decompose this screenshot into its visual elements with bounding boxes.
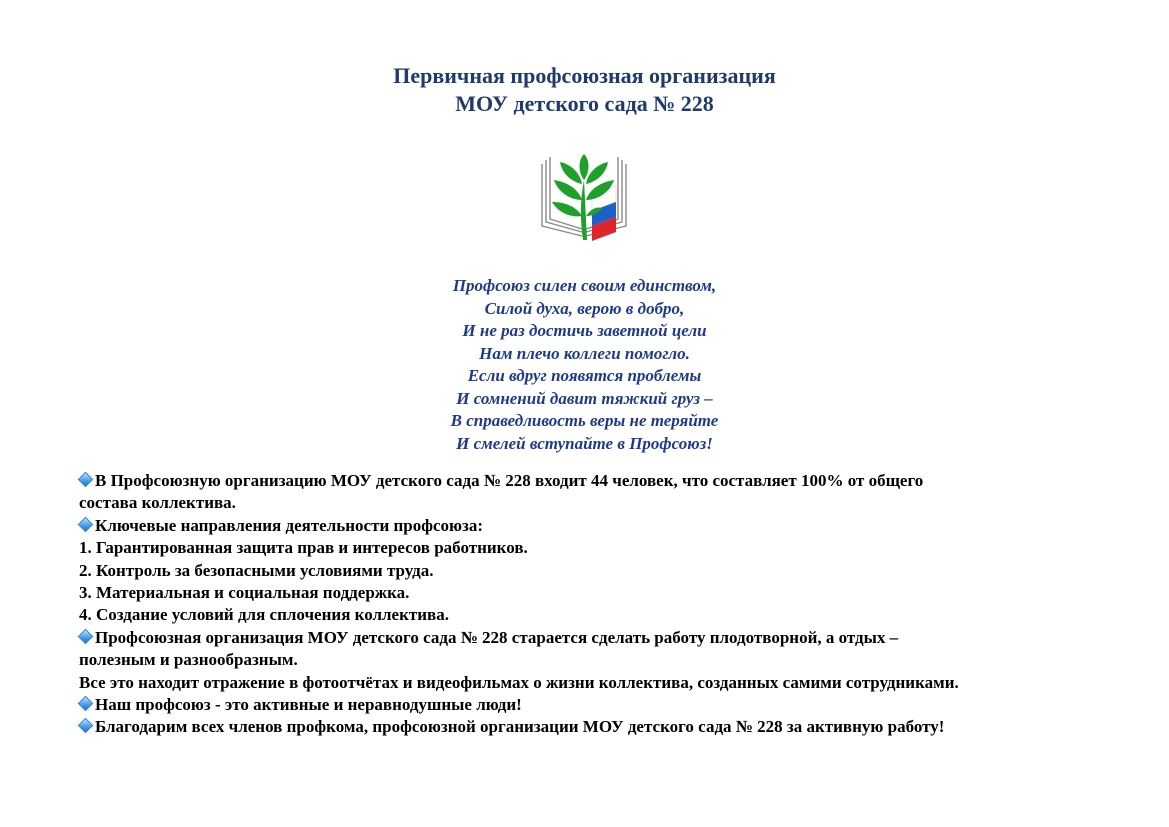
info-line: состава коллектива. (79, 493, 236, 513)
poem-line: В справедливость веры не теряйте (450, 411, 719, 430)
poem-line: Нам плечо коллеги помогло. (479, 343, 690, 363)
info-paragraph-people (79, 694, 1139, 716)
poem-line: И не раз достичь заветной цели (462, 321, 707, 340)
poem-line: Профсоюз силен своим единством, (452, 276, 717, 295)
poem-line: И сомнений давит тяжкий груз – (456, 388, 713, 408)
poem-line: Если вдруг появятся проблемы (467, 366, 702, 385)
info-paragraph-membership (79, 470, 1139, 492)
blue-diamond-bullet-icon (78, 472, 94, 488)
page-title-line-2: МОУ детского сада № 228 (455, 91, 714, 116)
info-line: Благодарим всех членов профкома, профсоюзной организации МОУ детского сада № 228 за активную работу! (95, 717, 945, 737)
info-paragraph-activities (79, 627, 1139, 649)
info-paragraph-directions (79, 515, 1139, 537)
info-line: Все это находит отражение в фотоотчётах и видеофильмах о жизни коллектива, созданных самими сотрудниками. (79, 672, 959, 692)
list-item: 3. Материальная и социальная поддержка. (79, 583, 410, 603)
info-line: Наш профсоюз - это активные и неравнодушные люди! (95, 695, 522, 715)
page-title-line-1: Первичная профсоюзная организация (393, 63, 776, 88)
list-item: 2. Контроль за безопасными условиями труда. (79, 560, 434, 580)
info-line: полезным и разнообразным. (79, 650, 298, 670)
blue-diamond-bullet-icon (78, 718, 94, 734)
poem-line: Силой духа, верою в добро, (484, 298, 685, 318)
info-line: Профсоюзная организация МОУ детского сада № 228 старается сделать работу плодотворной, а отдых – (95, 627, 899, 647)
blue-diamond-bullet-icon (78, 517, 94, 533)
blue-diamond-bullet-icon (78, 629, 94, 645)
list-item: 4. Создание условий для сплочения коллектива. (79, 605, 449, 625)
poem (0, 275, 1169, 455)
list-item: 1. Гарантированная защита прав и интересов работников. (79, 538, 528, 558)
info-paragraph-thanks (79, 716, 1139, 738)
info-line: Ключевые направления деятельности профсоюза: (95, 515, 484, 535)
poem-line: И смелей вступайте в Профсоюз! (456, 433, 713, 453)
info-line: В Профсоюзную организацию МОУ детского сада № 228 входит 44 человек, что составляет 100% от общего (95, 471, 924, 490)
trade-union-logo-icon (536, 140, 632, 244)
union-info-text (79, 470, 1139, 739)
blue-diamond-bullet-icon (78, 696, 94, 712)
